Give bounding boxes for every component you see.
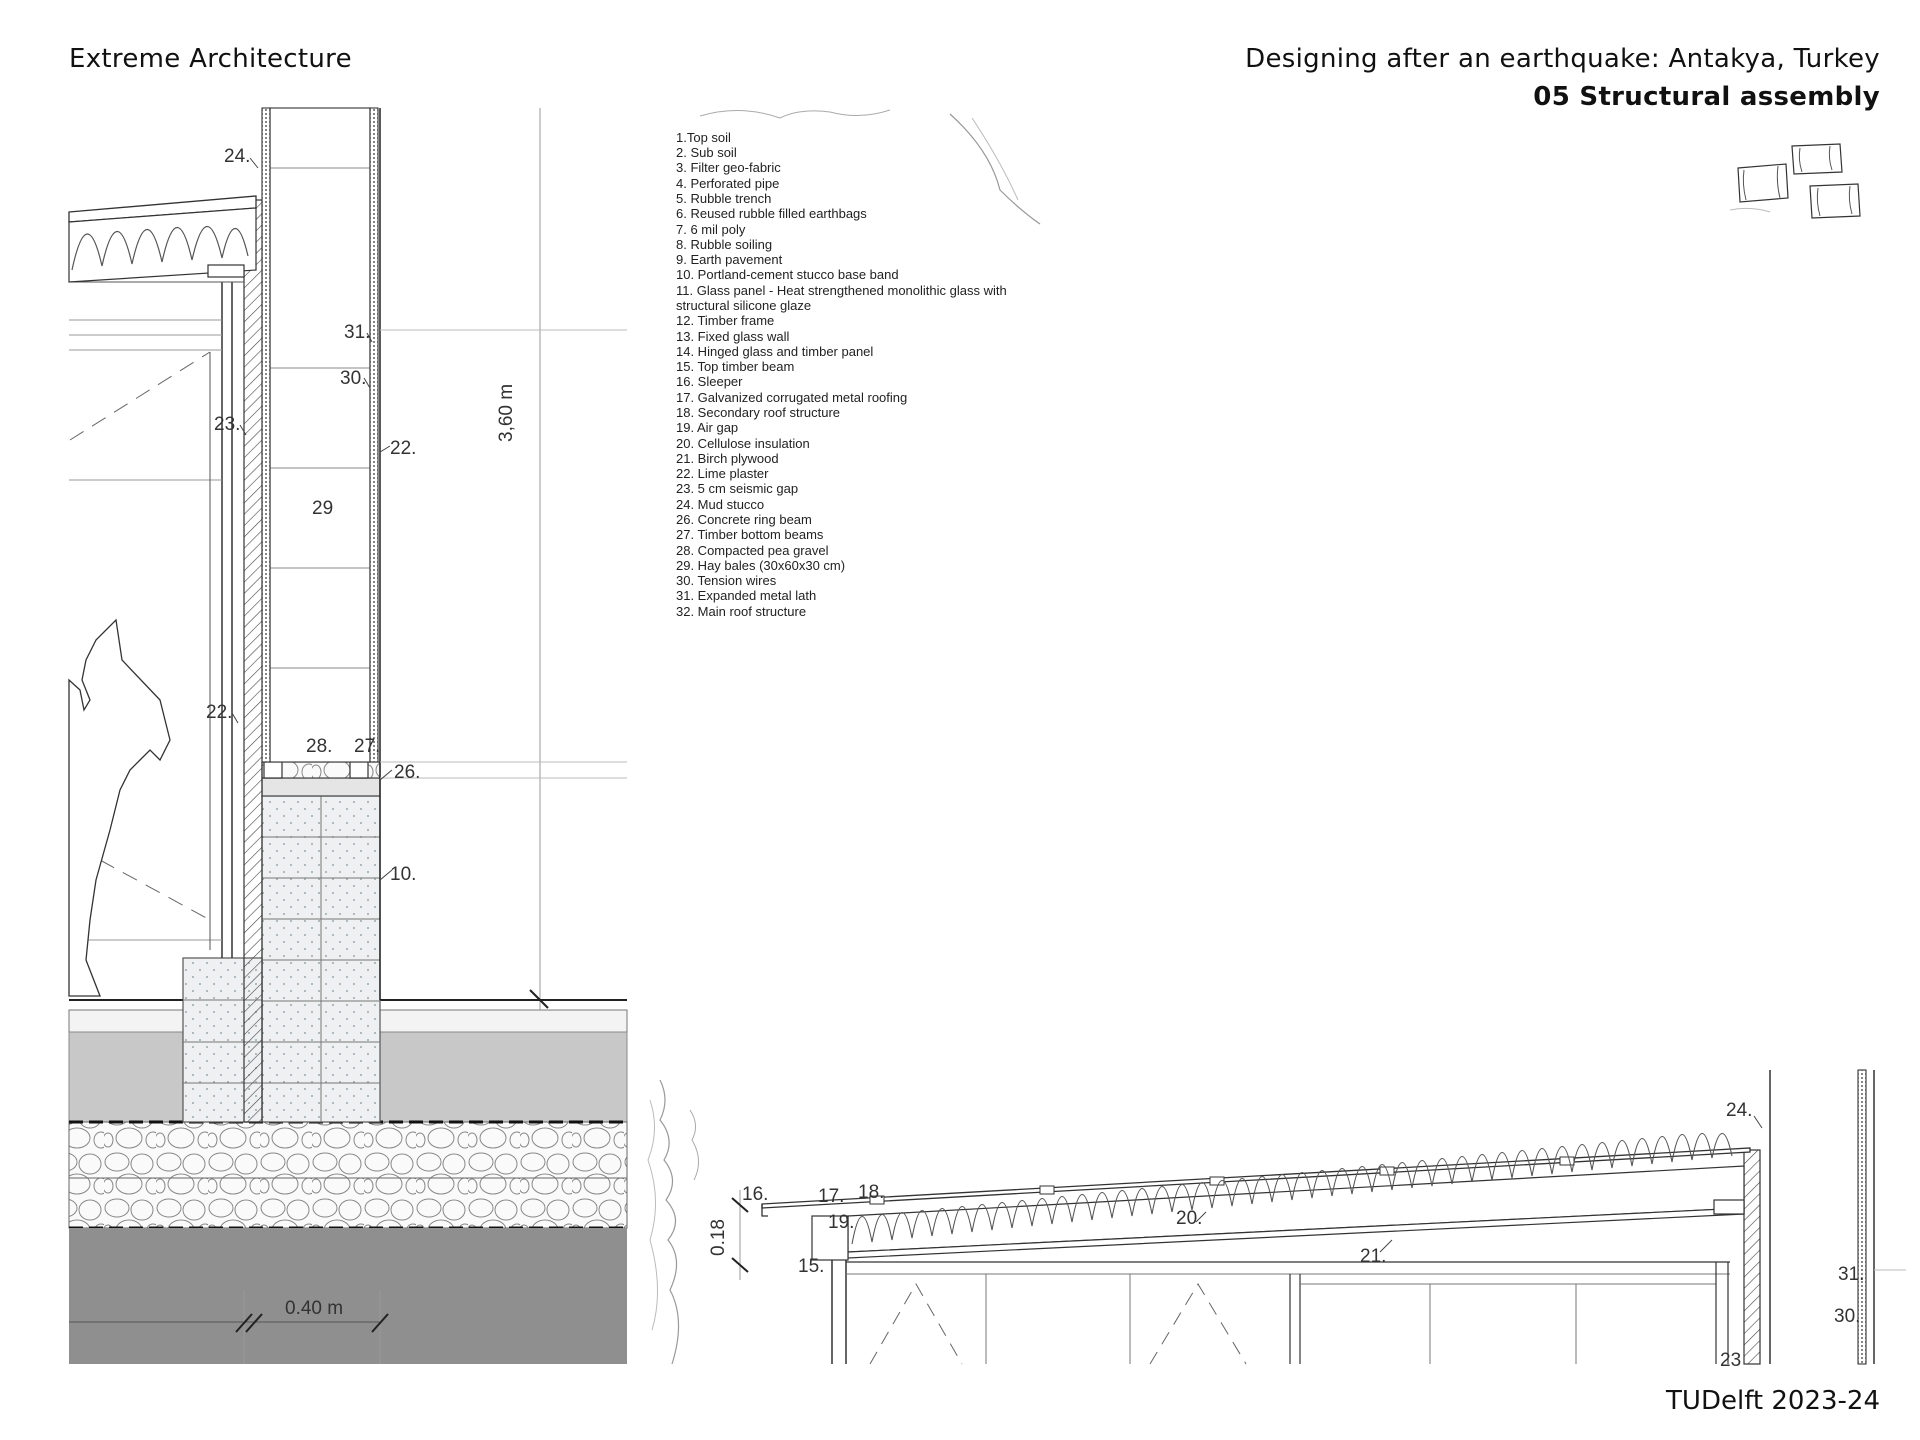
legend-item: 10. Portland-cement stucco base band xyxy=(676,267,899,282)
lime-plaster-outer xyxy=(370,108,378,762)
roof-callout-18: 18. xyxy=(858,1182,885,1203)
sub-soil-layer xyxy=(69,1228,627,1364)
legend-item: 17. Galvanized corrugated metal roofing xyxy=(676,390,908,405)
dimension-height: 3,60 m xyxy=(496,383,517,442)
dimension-width: 0.40 m xyxy=(285,1298,344,1319)
roof-section xyxy=(648,1070,1906,1371)
roof-callout-30: 30. xyxy=(1834,1306,1861,1327)
wall-section xyxy=(69,108,627,1364)
roof-insulation xyxy=(848,1166,1744,1252)
legend-item: 6. Reused rubble filled earthbags xyxy=(676,206,867,221)
roof-callout-17: 17. xyxy=(818,1186,845,1207)
legend-item: 22. Lime plaster xyxy=(676,466,769,481)
roof-callout-19: 19. xyxy=(828,1212,855,1233)
section-title: 05 Structural assembly xyxy=(1533,82,1880,112)
callout-27: 27. xyxy=(354,736,381,757)
rubble-layer-lower xyxy=(69,1178,627,1228)
roof-callout-24: 24. xyxy=(1726,1100,1753,1121)
legend-item: 19. Air gap xyxy=(676,420,739,435)
roof-dimension-height: 0.18 xyxy=(708,1219,729,1256)
lime-plaster-inner xyxy=(262,108,270,762)
legend-item: 26. Concrete ring beam xyxy=(676,512,812,527)
legend-item: 27. Timber bottom beams xyxy=(676,527,824,542)
roof-callout-31: 31. xyxy=(1838,1264,1865,1285)
legend-item: 30. Tension wires xyxy=(676,573,777,588)
project-title: Designing after an earthquake: Antakya, Turkey xyxy=(1245,44,1880,74)
legend-item: 13. Fixed glass wall xyxy=(676,329,790,344)
callout-26: 26. xyxy=(394,762,421,783)
callout-10: 10. xyxy=(390,864,417,885)
callout-31: 31. xyxy=(344,322,371,343)
seismic-gap-timber xyxy=(244,200,262,1122)
legend-item: 14. Hinged glass and timber panel xyxy=(676,344,874,359)
rubble-layer-upper xyxy=(69,1122,627,1178)
legend-item: 3. Filter geo-fabric xyxy=(676,160,781,175)
legend-item: 29. Hay bales (30x60x30 cm) xyxy=(676,558,846,573)
callout-30: 30. xyxy=(340,368,367,389)
hay-bale-sketch xyxy=(1730,140,1880,230)
legend-item: 8. Rubble soiling xyxy=(676,237,773,252)
legend-item: 16. Sleeper xyxy=(676,374,743,389)
roof-callout-20: 20. xyxy=(1176,1208,1203,1229)
callout-22-inner: 22. xyxy=(206,702,233,723)
callout-29: 29 xyxy=(312,498,334,519)
legend-item: 1.Top soil xyxy=(676,130,731,145)
legend-item: 21. Birch plywood xyxy=(676,451,779,466)
roof-seismic-gap-wall xyxy=(1744,1150,1760,1364)
legend-item: 24. Mud stucco xyxy=(676,497,765,512)
legend xyxy=(676,110,1040,619)
legend-item: 31. Expanded metal lath xyxy=(676,588,817,603)
concrete-ring-beam xyxy=(262,778,380,796)
legend-item: 12. Timber frame xyxy=(676,313,775,328)
legend-item: 11. Glass panel - Heat strengthened monolithic glass with xyxy=(676,283,1007,298)
legend-item: 5. Rubble trench xyxy=(676,191,772,206)
callout-23: 23. xyxy=(214,414,241,435)
legend-item: 20. Cellulose insulation xyxy=(676,436,810,451)
callout-24: 24. xyxy=(224,146,251,167)
legend-item: 9. Earth pavement xyxy=(676,252,783,267)
callout-22-outer: 22. xyxy=(390,438,417,459)
hay-bale-wall xyxy=(270,108,370,762)
roof-callout-21: 21. xyxy=(1360,1246,1387,1267)
roof-callout-15: 15. xyxy=(798,1256,825,1277)
legend-item: 32. Main roof structure xyxy=(676,604,807,619)
legend-item: 2. Sub soil xyxy=(676,145,737,160)
timber-bottom-beam-right xyxy=(350,762,368,778)
legend-item: 4. Perforated pipe xyxy=(676,176,780,191)
roof-callout-23: 23 xyxy=(1720,1350,1742,1371)
legend-item: 28. Compacted pea gravel xyxy=(676,543,829,558)
legend-item: 18. Secondary roof structure xyxy=(676,405,841,420)
timber-bottom-beam-left xyxy=(264,762,282,778)
legend-item: 23. 5 cm seismic gap xyxy=(676,481,799,496)
course-title: Extreme Architecture xyxy=(69,44,352,74)
legend-item: structural silicone glaze xyxy=(676,298,812,313)
legend-item: 15. Top timber beam xyxy=(676,359,795,374)
callout-28: 28. xyxy=(306,736,333,757)
legend-item: 7. 6 mil poly xyxy=(676,222,746,237)
footer-credit: TUDelft 2023-24 xyxy=(1666,1386,1880,1416)
roof-callout-16: 16. xyxy=(742,1184,769,1205)
